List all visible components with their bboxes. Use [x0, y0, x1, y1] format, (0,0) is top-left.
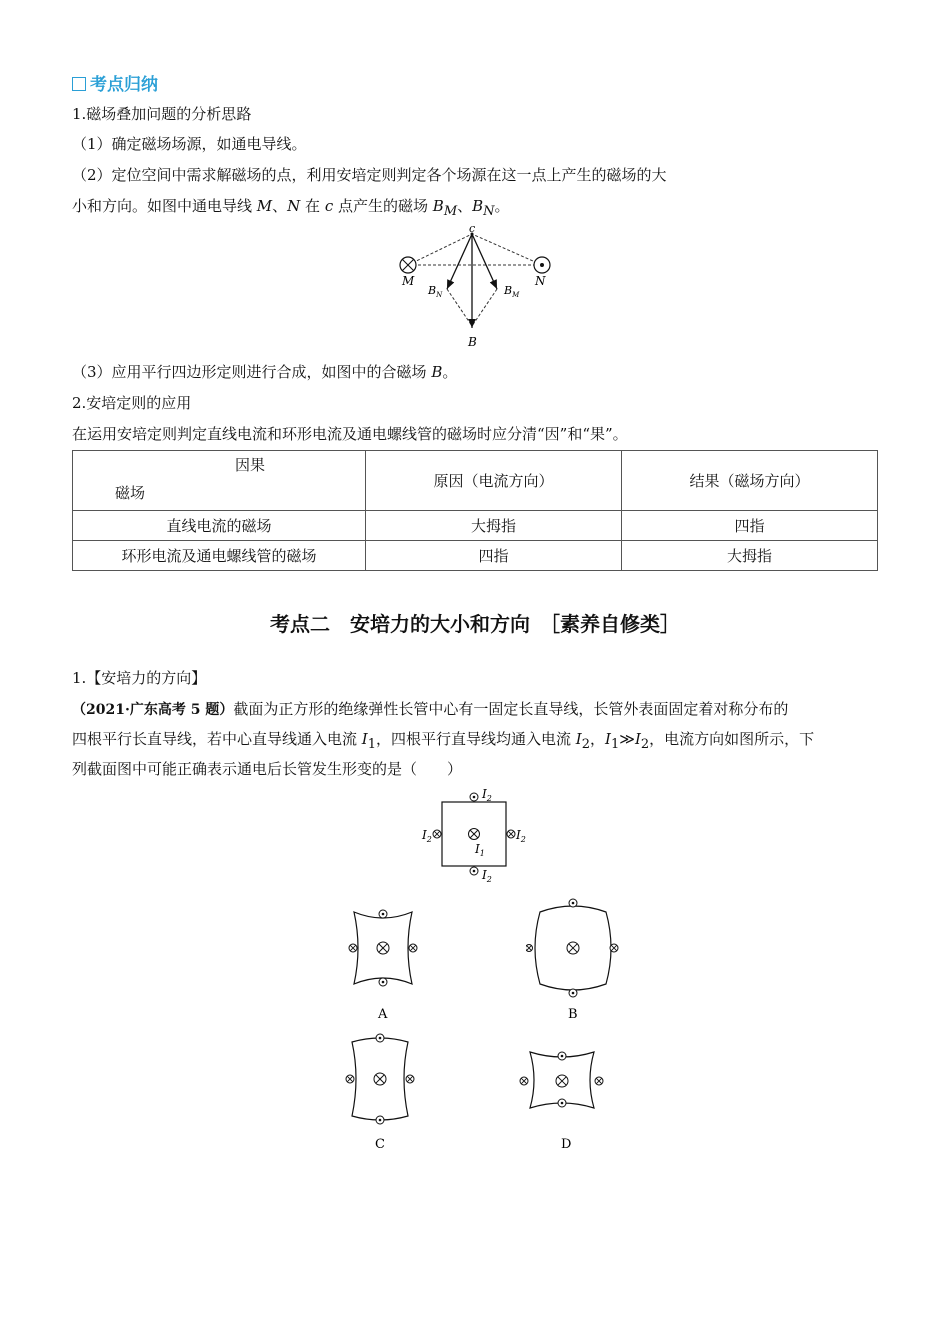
- table-cell-cause: 大拇指: [366, 511, 622, 541]
- step-2-line-2: 小和方向。如图中通电导线 M、N 在 c 点产生的磁场 $B_M$、$B_N$。: [72, 197, 510, 219]
- subsection-intro-2: 在运用安培定则判定直线电流和环形电流及通电螺线管的磁场时应分清“因”和“果”。: [72, 425, 628, 443]
- label-bm: $B_M$: [504, 284, 520, 299]
- option-label-d: D: [561, 1137, 572, 1152]
- label-b: B: [468, 335, 477, 349]
- label-i2-right: $I_2$: [516, 828, 526, 844]
- current-into-page-icon: [595, 1077, 603, 1085]
- current-into-page-icon: [567, 942, 579, 954]
- current-out-of-page-icon: [569, 989, 577, 997]
- section-label: 考点归纳: [72, 70, 158, 95]
- option-a-diagram: [340, 896, 430, 1022]
- section-heading-2: 考点二 安培力的大小和方向 ［素养自修类］: [270, 612, 680, 636]
- subsection-title-2: 2.安培定则的应用: [72, 394, 192, 412]
- dashed-parallelogram-left: [447, 289, 472, 326]
- current-into-page-icon: [507, 830, 515, 838]
- current-out-of-page-icon: [376, 1116, 384, 1124]
- step-3: （3）应用平行四边形定则进行合成，如图中的合磁场 B。: [72, 363, 458, 381]
- current-out-of-page-icon: [470, 867, 478, 875]
- checkbox-icon: [72, 77, 86, 91]
- label-i2-top: $I_2$: [482, 787, 492, 803]
- current-into-page-icon: [349, 944, 357, 952]
- label-i2-left: $I_2$: [422, 828, 432, 844]
- table-row: [73, 511, 878, 541]
- current-into-page-icon: [526, 945, 533, 952]
- question-title: 1.【安培力的方向】: [72, 669, 207, 687]
- current-into-page-icon: [556, 1075, 568, 1087]
- question-line-1: （2021·广东高考 5 题）截面为正方形的绝缘弹性长管中心有一固定长直导线，长管外表面固定着对称分布的: [72, 700, 789, 718]
- corner-label-bottom: 磁场: [115, 484, 146, 502]
- question-line-2: 四根平行长直导线，若中心直导线通入电流 $I_1$，四根平行直导线均通入电流 $I_2$，$I_1≫I_2$，电流方向如图所示，下: [72, 730, 815, 752]
- tube-cross-section-diagram: [414, 782, 539, 887]
- subsection-title-1: 1.磁场叠加问题的分析思路: [72, 105, 252, 123]
- current-into-page-icon: [374, 1073, 386, 1085]
- table-row: [73, 541, 878, 571]
- current-into-page-icon: [400, 257, 416, 273]
- option-b-diagram: [526, 896, 621, 1022]
- current-out-of-page-icon: [379, 910, 387, 918]
- bn-vector: [447, 234, 472, 289]
- current-out-of-page-icon: [558, 1099, 566, 1107]
- current-into-page-icon: [377, 942, 389, 954]
- table-cell-field: 环形电流及通电螺线管的磁场: [73, 541, 366, 571]
- table-cell-effect: 大拇指: [622, 541, 878, 571]
- current-into-page-icon: [409, 944, 417, 952]
- label-i1-center: $I_1$: [475, 842, 485, 858]
- current-out-of-page-icon: [376, 1034, 384, 1042]
- option-label-a: A: [378, 1007, 388, 1022]
- current-out-of-page-icon: [569, 899, 577, 907]
- current-out-of-page-icon: [558, 1052, 566, 1060]
- current-into-page-icon: [346, 1075, 354, 1083]
- current-out-of-page-icon: [534, 257, 550, 273]
- option-c-diagram: [336, 1030, 426, 1152]
- label-c: c: [469, 222, 476, 235]
- label-bn: $B_N$: [428, 284, 443, 299]
- table-header-effect: 结果（磁场方向）: [622, 451, 878, 511]
- step-2-line-1: （2）定位空间中需求解磁场的点，利用安培定则判定各个场源在这一点上产生的磁场的大: [72, 166, 667, 184]
- current-into-page-icon: [406, 1075, 414, 1083]
- table-corner-cell: [73, 451, 366, 511]
- table-header-cause: 原因（电流方向）: [366, 451, 622, 511]
- dashed-line-nc: [472, 234, 542, 265]
- table-cell-cause: 四指: [366, 541, 622, 571]
- corner-label-top: 因果: [235, 456, 266, 474]
- current-out-of-page-icon: [379, 978, 387, 986]
- dashed-parallelogram-right: [472, 289, 497, 326]
- table-cell-field: 直线电流的磁场: [73, 511, 366, 541]
- step-1: （1）确定磁场场源，如通电导线。: [72, 135, 307, 153]
- option-label-b: B: [568, 1007, 578, 1022]
- label-i2-bottom: $I_2$: [482, 868, 492, 884]
- table-header-row: [73, 451, 878, 511]
- field-superposition-diagram: [390, 222, 560, 350]
- question-line-3: 列截面图中可能正确表示通电后长管发生形变的是（ ）: [72, 760, 463, 778]
- ampere-rule-table: [72, 450, 878, 571]
- option-d-diagram: [514, 1030, 614, 1152]
- label-m: M: [402, 274, 415, 288]
- current-out-of-page-icon: [470, 793, 478, 801]
- current-into-page-icon: [520, 1077, 528, 1085]
- label-n: N: [535, 274, 546, 288]
- current-into-page-icon: [469, 829, 480, 840]
- bm-vector: [472, 234, 497, 289]
- current-into-page-icon: [433, 830, 441, 838]
- table-cell-effect: 四指: [622, 511, 878, 541]
- current-into-page-icon: [610, 944, 618, 952]
- option-label-c: C: [375, 1137, 385, 1152]
- dashed-line-mc: [408, 234, 472, 265]
